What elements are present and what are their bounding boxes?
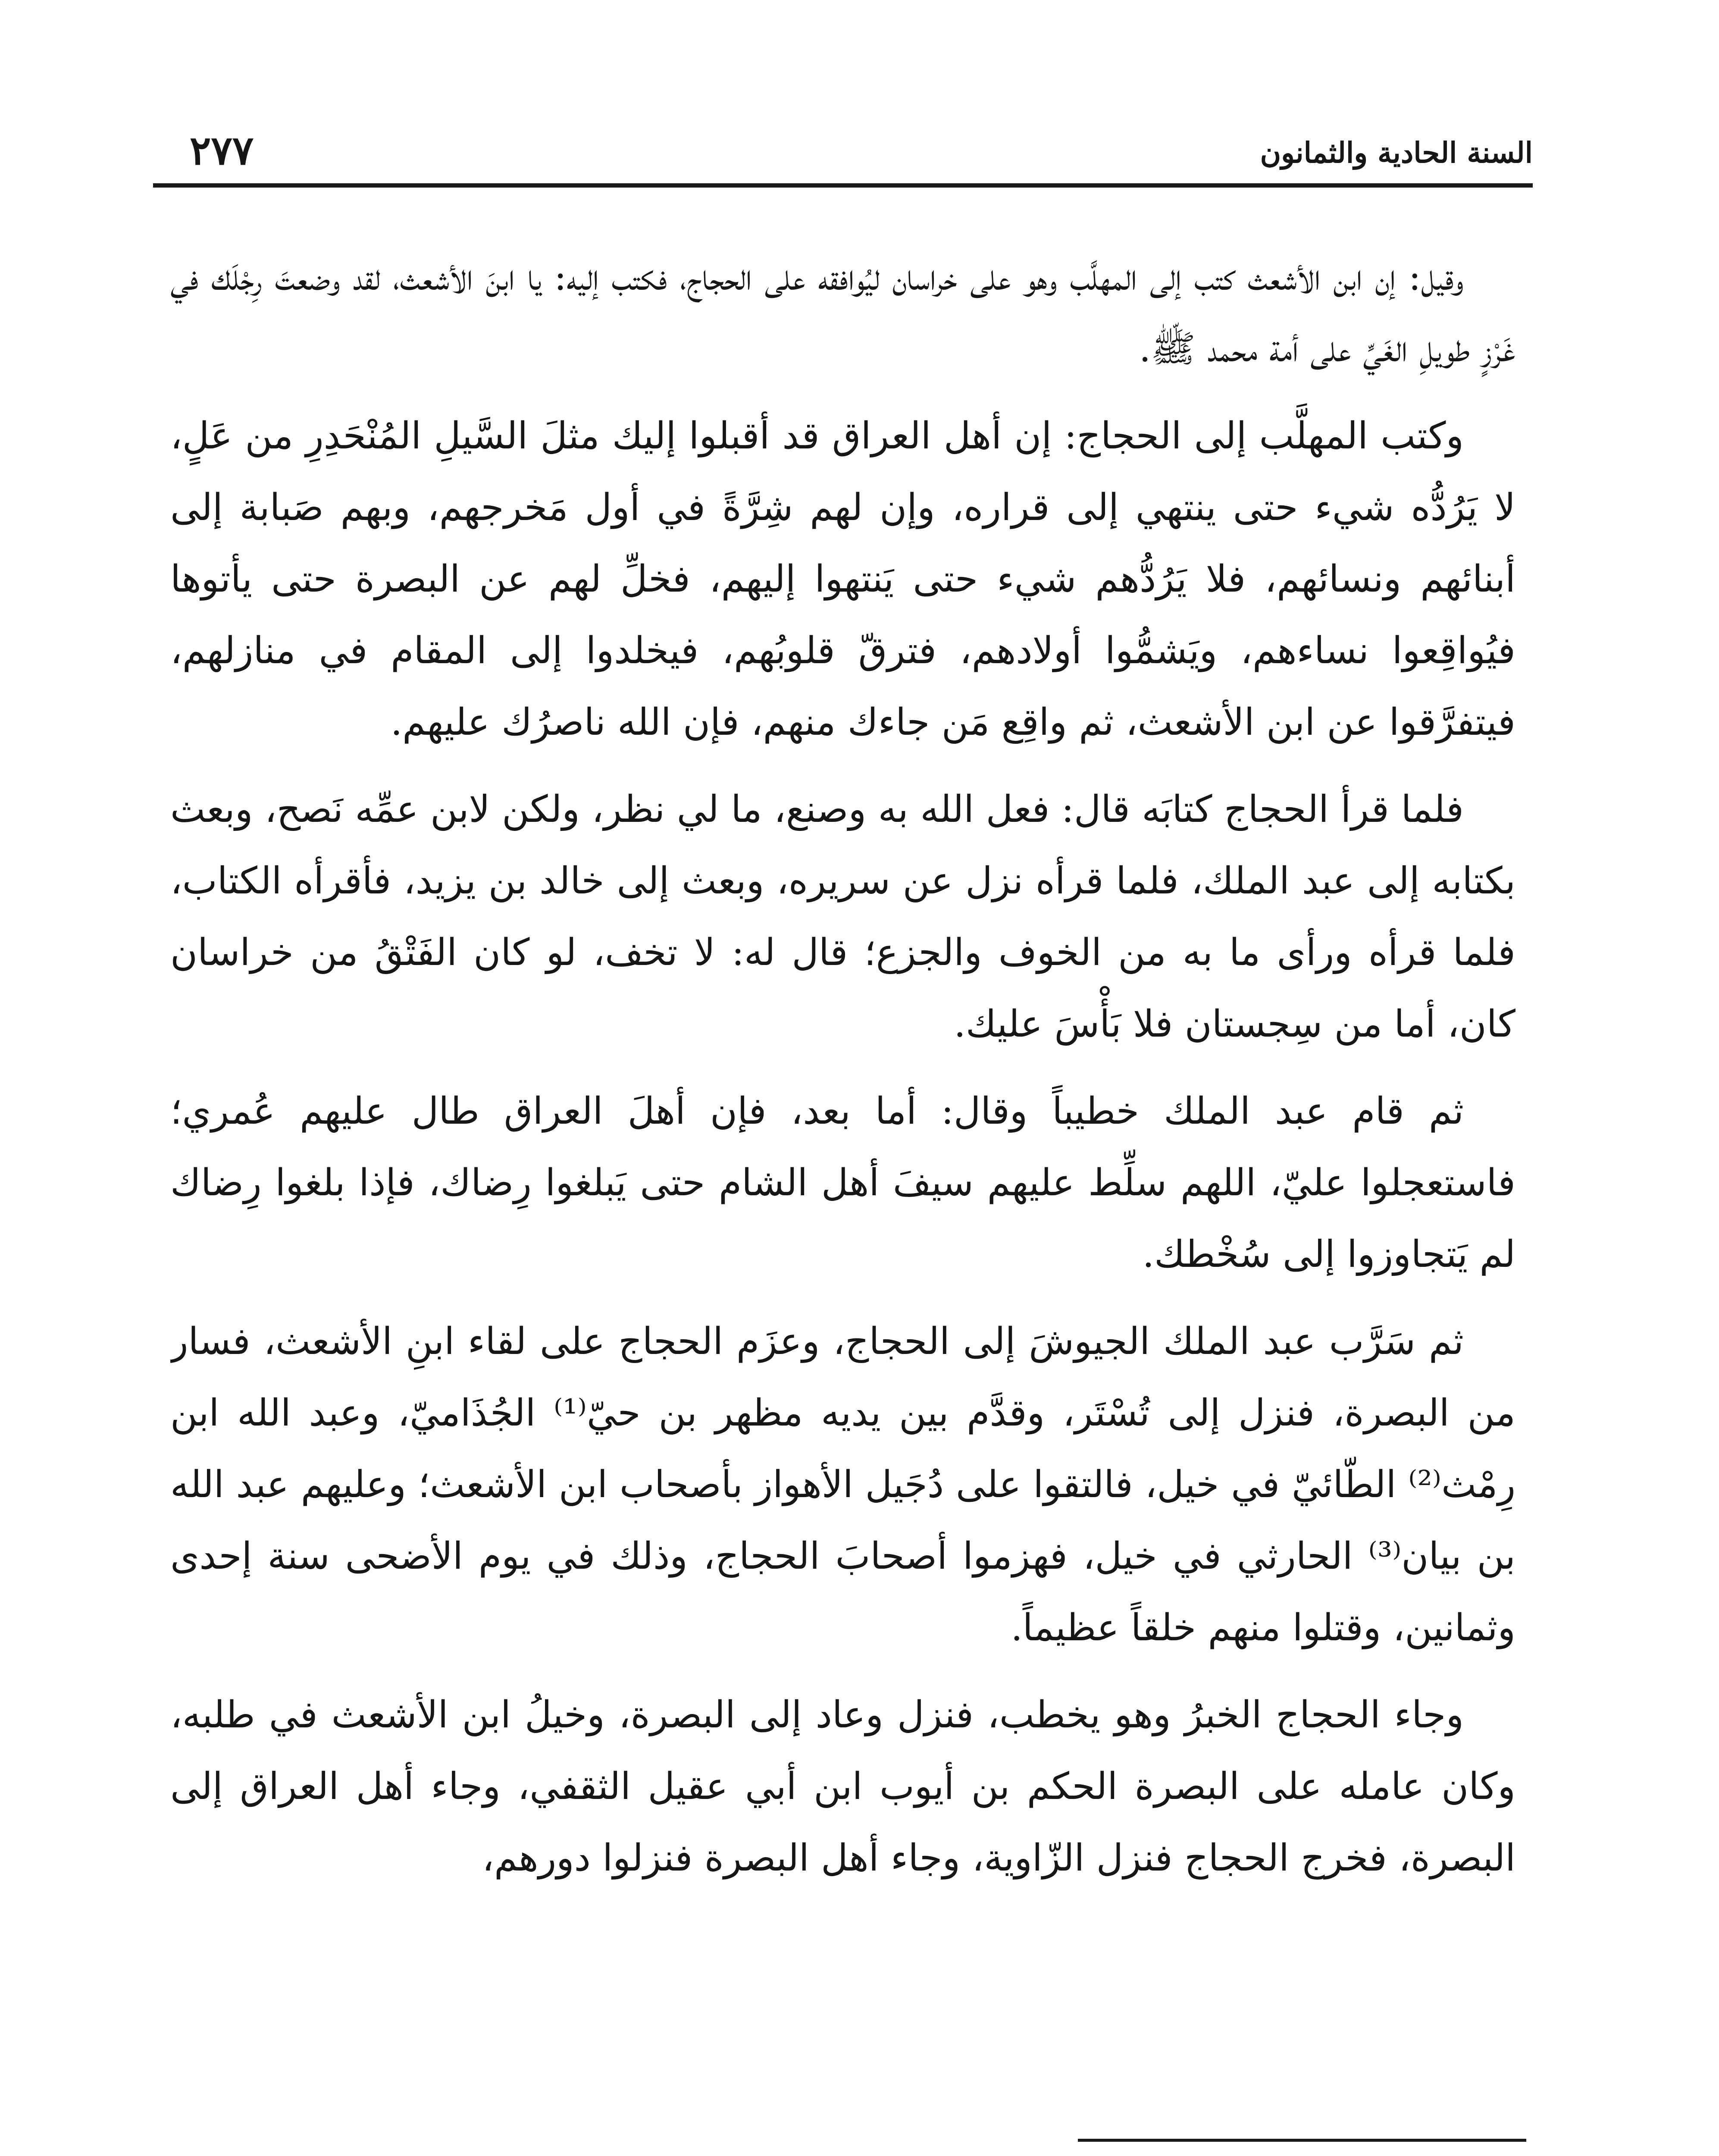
footnote-divider bbox=[1078, 2139, 1526, 2142]
paragraph: وجاء الحجاج الخبرُ وهو يخطب، فنزل وعاد إلى البصرة، وخيلُ ابن الأشعث في طلبه، وكان عامله على البصرة الحكم بن أيوب ابن أبي عقيل الثقفي، وجاء أهل العراق إلى البصرة، فخرج الحجاج فنزل الزّاوية، وجاء أهل البصرة فنزلوا دورهم، bbox=[170, 1693, 1515, 1880]
paragraph: وقيل: إن ابن الأشعث كتب إلى المهلَّب وهو على خراسان ليُوافقه على الحجاج، فكتب إليه: يا ابنَ الأشعث، لقد وضعتَ رِجْلَك في غَرْزٍ طويلِ الغَيِّ على أمة محمد ﷺ. bbox=[170, 256, 1515, 370]
main-text bbox=[170, 241, 1515, 2022]
paragraph: ثم قام عبد الملك خطيباً وقال: أما بعد، فإن أهلَ العراق طال عليهم عُمري؛ فاستعجلوا عليّ، اللهم سلِّط عليهم سيفَ أهل الشام حتى يَبلغوا رِضاك، فإذا بلغوا رِضاك لم يَتجاوزوا إلى سُخْطك. bbox=[170, 1090, 1515, 1276]
header-rule bbox=[153, 183, 1533, 188]
page-number: ٢٧٧ bbox=[190, 127, 254, 174]
paragraph: وكتب المهلَّب إلى الحجاج: إن أهل العراق قد أقبلوا إليك مثلَ السَّيلِ المُنْحَدِرِ من عَلٍ، لا يَرُدُّه شيء حتى ينتهي إلى قراره، وإن لهم شِرَّةً في أول مَخرجهم، وبهم صَبابة إلى أبنائهم ونسائهم، فلا يَرُدُّهم شيء حتى يَنتهوا إليهم، فخلِّ لهم عن البصرة حتى يأتوها فيُواقِعوا نساءهم، ويَشمُّوا أولادهم، فترقّ قلوبُهم، فيخلدوا إلى المقام في منازلهم، فيتفرَّقوا عن ابن الأشعث، ثم واقِع مَن جاءك منهم، فإن الله ناصرُك عليهم. bbox=[170, 414, 1515, 744]
paragraph: فلما قرأ الحجاج كتابَه قال: فعل الله به وصنع، ما لي نظر، ولكن لابن عمِّه نَصح، وبعث بكتابه إلى عبد الملك، فلما قرأه نزل عن سريره، وبعث إلى خالد بن يزيد، فأقرأه الكتاب، فلما قرأه ورأى ما به من الخوف والجزع؛ قال له: لا تخف، لو كان الفَتْقُ من خراسان كان، أما من سِجستان فلا بَأْسَ عليك. bbox=[170, 788, 1515, 1046]
page-header bbox=[153, 110, 1533, 183]
paragraph: ثم سَرَّب عبد الملك الجيوشَ إلى الحجاج، وعزَم الحجاج على لقاء ابنِ الأشعث، فسار من البصرة، فنزل إلى تُسْتَر، وقدَّم بين يديه مظهر بن حيّ⁽¹⁾ الجُذَاميّ، وعبد الله ابن رِمْث⁽²⁾ الطّائيّ في خيل، فالتقوا على دُجَيل الأهواز بأصحاب ابن الأشعث؛ وعليهم عبد الله بن بيان⁽³⁾ الحارثي في خيل، فهزموا أصحابَ الحجاج، وذلك في يوم الأضحى سنة إحدى وثمانين، وقتلوا منهم خلقاً عظيماً. bbox=[170, 1320, 1515, 1649]
chapter-title: السنة الحادية والثمانون bbox=[1260, 136, 1533, 169]
